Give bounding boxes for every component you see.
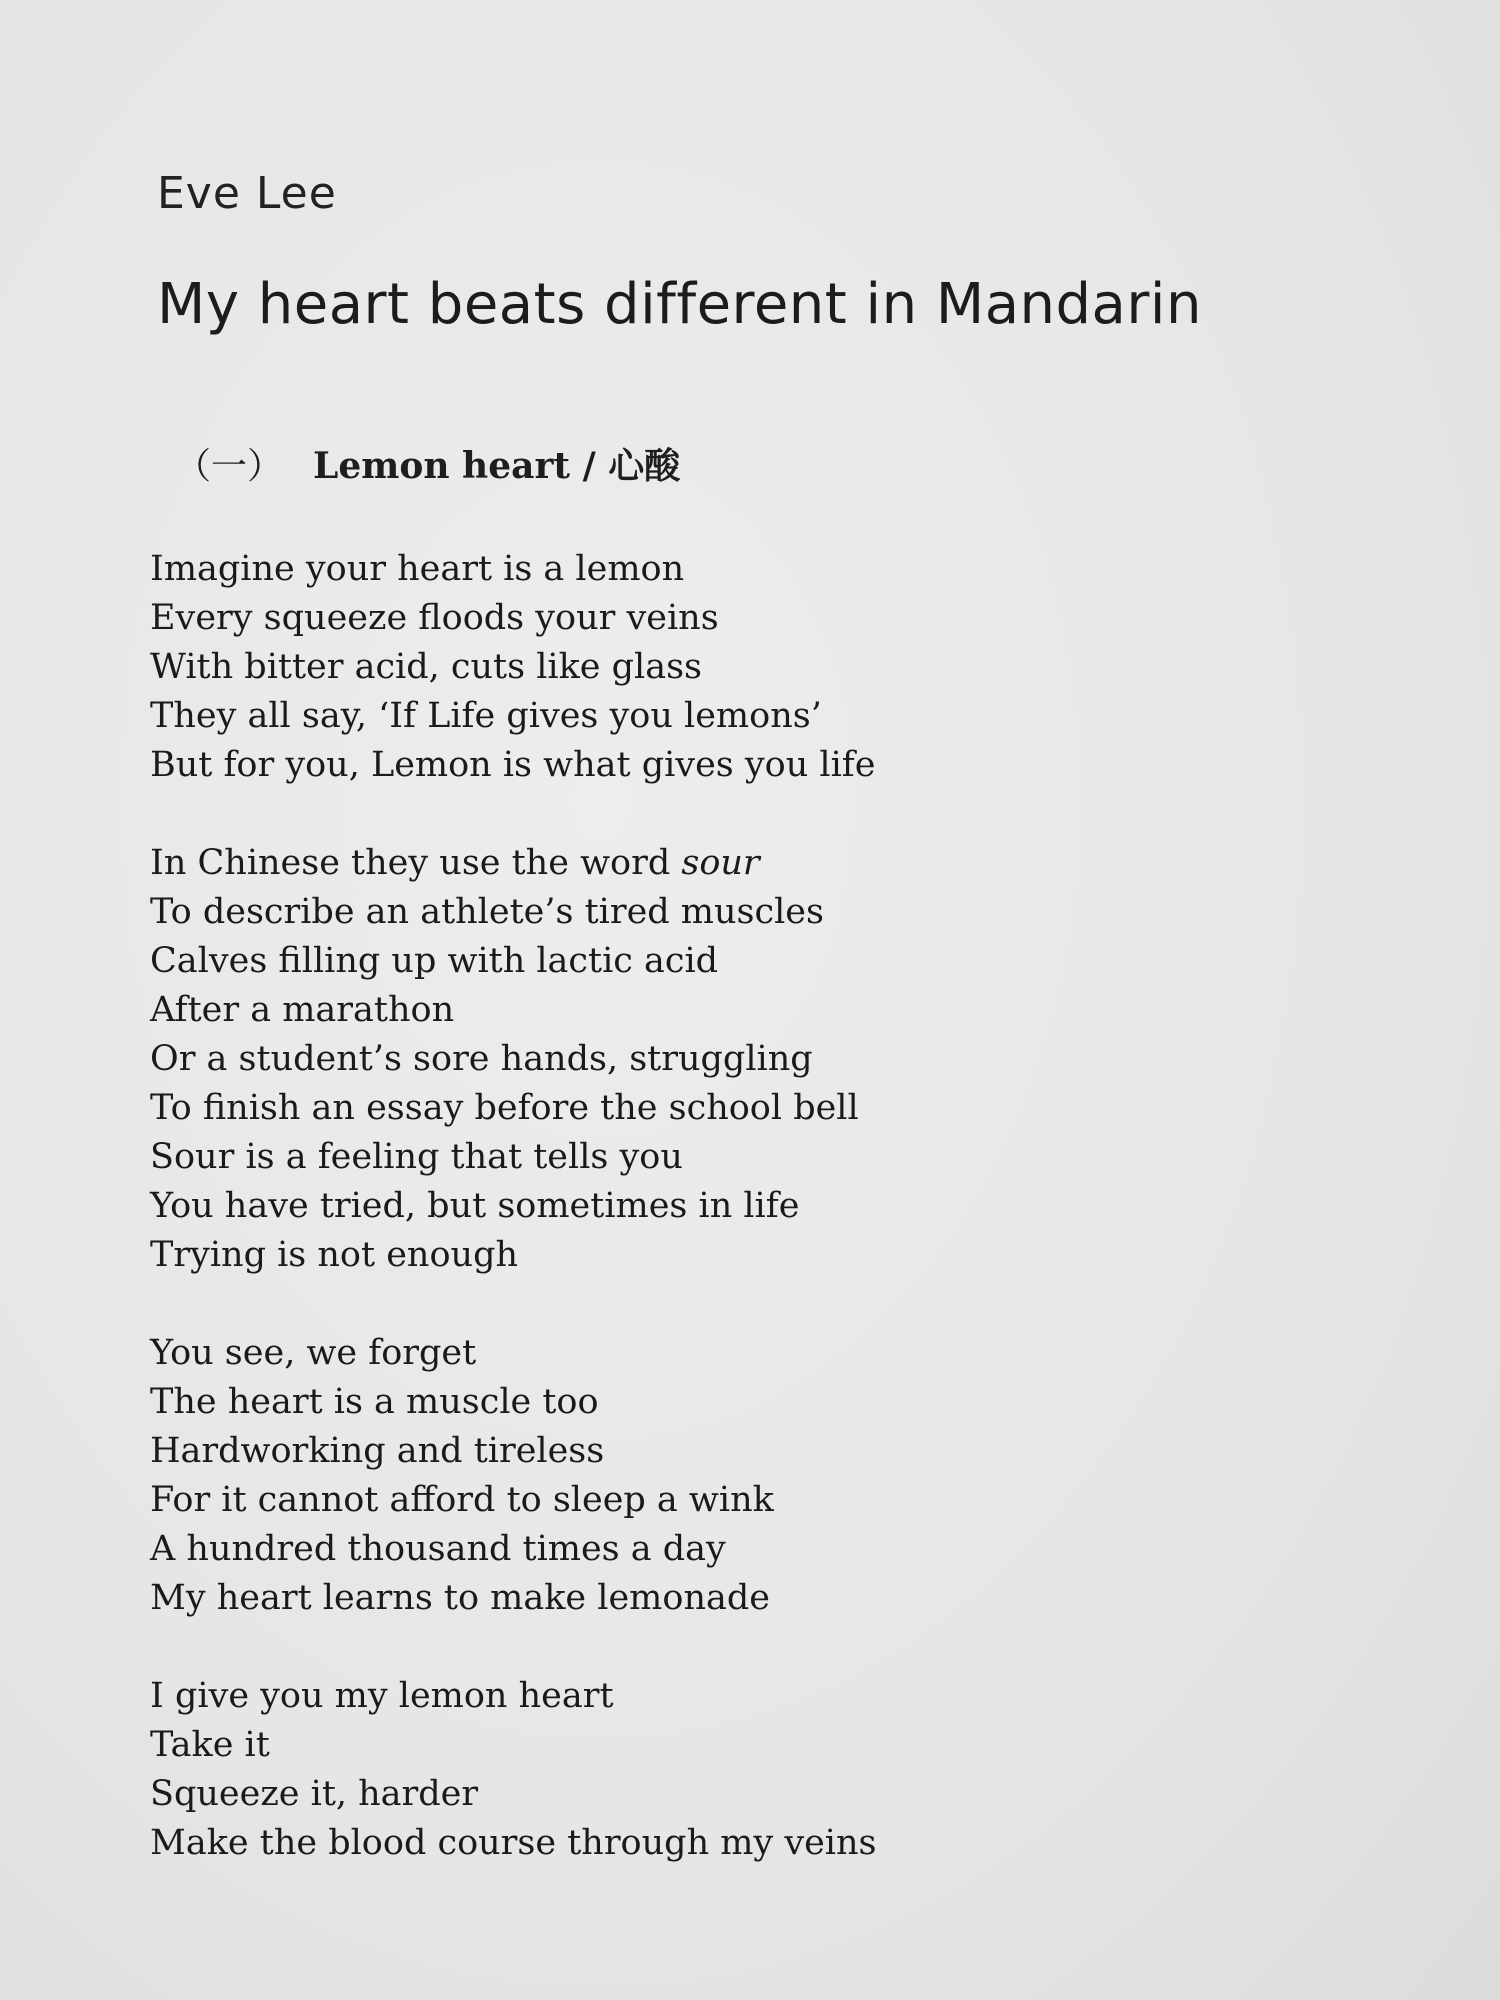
stanza-3 bbox=[150, 1329, 877, 1623]
poem-line: But for you, Lemon is what gives you life bbox=[150, 745, 876, 785]
poem-line-italic-word: sour bbox=[681, 843, 760, 883]
poem-line: I give you my lemon heart bbox=[150, 1676, 614, 1716]
poem-line: You have tried, but sometimes in life bbox=[150, 1186, 800, 1226]
poem-line: After a marathon bbox=[150, 990, 455, 1030]
stanza-1 bbox=[150, 545, 877, 790]
section-title: Lemon heart / 心酸 bbox=[313, 445, 681, 487]
poem-line: Calves filling up with lactic acid bbox=[150, 941, 719, 981]
poem-line: Imagine your heart is a lemon bbox=[150, 549, 685, 589]
poem-line: A hundred thousand times a day bbox=[150, 1529, 726, 1569]
poem-body bbox=[150, 545, 877, 1868]
section-heading bbox=[175, 438, 680, 489]
poem-line: Make the blood course through my veins bbox=[150, 1823, 877, 1863]
poem-line: My heart learns to make lemonade bbox=[150, 1578, 770, 1618]
author-name: Eve Lee bbox=[157, 168, 337, 219]
poem-line: For it cannot afford to sleep a wink bbox=[150, 1480, 774, 1520]
poem-line: They all say, ‘If Life gives you lemons’ bbox=[150, 696, 822, 736]
poem-line-text: In Chinese they use the word bbox=[150, 843, 682, 883]
stanza-4 bbox=[150, 1672, 877, 1868]
poem-line: Take it bbox=[150, 1725, 270, 1765]
poem-title: My heart beats different in Mandarin bbox=[157, 272, 1202, 337]
poem-line: Hardworking and tireless bbox=[150, 1431, 605, 1471]
poem-line bbox=[150, 839, 877, 888]
poem-line: Trying is not enough bbox=[150, 1235, 519, 1275]
poem-line: To finish an essay before the school bell bbox=[150, 1088, 859, 1128]
poem-line: Or a student’s sore hands, struggling bbox=[150, 1039, 813, 1079]
poem-line: Every squeeze floods your veins bbox=[150, 598, 719, 638]
poem-line: The heart is a muscle too bbox=[150, 1382, 599, 1422]
poem-line: With bitter acid, cuts like glass bbox=[150, 647, 703, 687]
poem-line: Squeeze it, harder bbox=[150, 1774, 479, 1814]
poem-line: To describe an athlete’s tired muscles bbox=[150, 892, 824, 932]
stanza-2 bbox=[150, 839, 877, 1280]
section-number: （一） bbox=[175, 446, 284, 487]
poem-line: Sour is a feeling that tells you bbox=[150, 1137, 683, 1177]
poem-line: You see, we forget bbox=[150, 1333, 477, 1373]
